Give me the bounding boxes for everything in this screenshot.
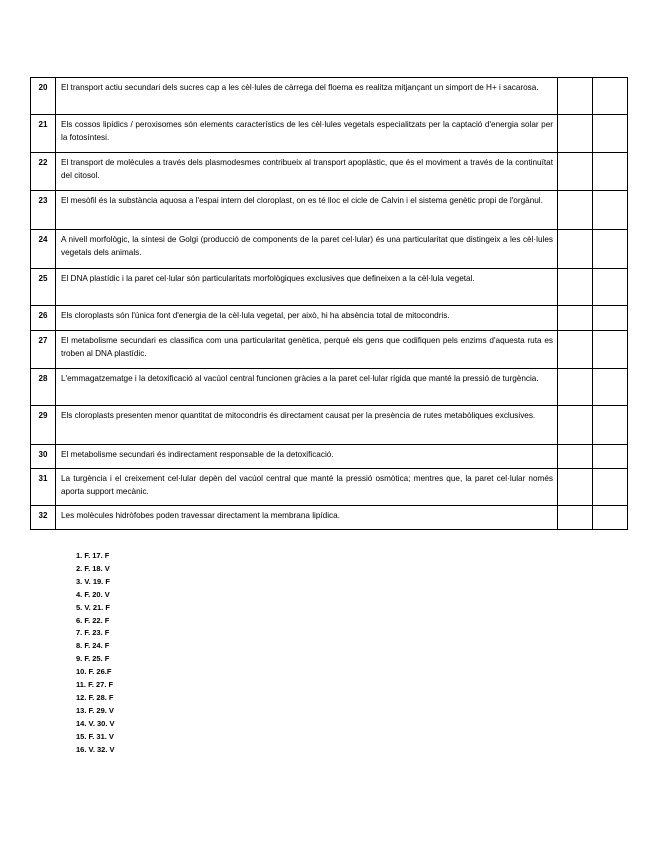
question-text: Els cossos lipídics / peroxisomes són elements característics de les cèl·lules vegetals especialitzats per la captació d'energia solar per la fotosíntesi. (56, 115, 558, 153)
answer-box-true[interactable] (558, 230, 593, 269)
answer-box-true[interactable] (558, 369, 593, 406)
table-row (31, 153, 628, 191)
question-number: 22 (31, 153, 56, 191)
question-text: El DNA plastídic i la paret cel·lular són particularitats morfològiques exclusives que defineixen a la cèl·lula vegetal. (56, 269, 558, 306)
question-number: 31 (31, 469, 56, 506)
answer-box-false[interactable] (593, 191, 628, 230)
question-number: 30 (31, 445, 56, 469)
answer-key-list (76, 550, 115, 757)
answer-key-item: 16. V. 32. V (76, 744, 115, 754)
answer-box-false[interactable] (593, 269, 628, 306)
question-text: Les molècules hidròfobes poden travessar directament la membrana lipídica. (56, 506, 558, 530)
answer-key-item: 1. F. 17. F (76, 551, 110, 560)
question-text: La turgència i el creixement cel·lular depèn del vacúol central que manté la pressió osmòtica; mentres que, la paret cel·lular només aporta support mecànic. (56, 469, 558, 506)
answer-box-false[interactable] (593, 230, 628, 269)
question-number: 28 (31, 369, 56, 406)
answer-box-false[interactable] (593, 369, 628, 406)
table-row (31, 78, 628, 115)
question-text: El metabolisme secundari es classifica com una particularitat genètica, perquè els gens que codifiquen pels enzims d'aquesta ruta es troben al DNA plastídic. (56, 331, 558, 369)
table-row (31, 115, 628, 153)
questions-table (30, 77, 628, 530)
table-row (31, 306, 628, 331)
answer-key-item: 7. F. 23. F (76, 628, 110, 638)
question-text: El transport de molècules a través dels plasmodesmes contribueix al transport apoplàstic, que és el moviment a través de la continuïtat del citosol. (56, 153, 558, 191)
answer-key-item: 10. F. 26.F (76, 667, 112, 677)
table-row (31, 230, 628, 269)
answer-box-false[interactable] (593, 115, 628, 153)
question-number: 25 (31, 269, 56, 306)
answer-box-false[interactable] (593, 331, 628, 369)
answer-box-true[interactable] (558, 506, 593, 530)
answer-box-true[interactable] (558, 306, 593, 331)
answer-key-item: 14. V. 30. V (76, 718, 115, 728)
table-row (31, 331, 628, 369)
answer-key-item: 8. F. 24. F (76, 641, 110, 651)
answer-box-false[interactable] (593, 406, 628, 445)
table-row (31, 469, 628, 506)
question-text: Els cloroplasts presenten menor quantitat de mitocondris és directament causat per la presència de rutes metabòliques exclusives. (56, 406, 558, 445)
table-row (31, 269, 628, 306)
answer-box-true[interactable] (558, 191, 593, 230)
question-number: 32 (31, 506, 56, 530)
answer-key-item: 13. F. 29. V (76, 705, 114, 715)
answer-box-true[interactable] (558, 115, 593, 153)
answer-box-false[interactable] (593, 153, 628, 191)
answer-key-item: 6. F. 22. F (76, 615, 110, 625)
question-number: 26 (31, 306, 56, 331)
answer-box-true[interactable] (558, 445, 593, 469)
table-row (31, 506, 628, 530)
answer-box-false[interactable] (593, 506, 628, 530)
answer-key-item: 2. F. 18. V (76, 563, 110, 573)
answer-key-item: 11. F. 27. F (76, 680, 114, 690)
answer-key-item: 15. F. 31. V (76, 731, 114, 741)
table-row (31, 191, 628, 230)
question-number: 21 (31, 115, 56, 153)
question-number: 23 (31, 191, 56, 230)
table-row (31, 445, 628, 469)
answer-box-false[interactable] (593, 469, 628, 506)
answer-box-false[interactable] (593, 445, 628, 469)
question-text: El transport actiu secundari dels sucres cap a les cèl·lules de càrrega del floema es realitza mitjançant un simport de H+ i sacarosa. (56, 78, 558, 115)
question-text: El metabolisme secundari és indirectament responsable de la detoxificació. (56, 445, 558, 469)
question-text: L'emmagatzematge i la detoxificació al vacúol central funcionen gràcies a la paret cel·lular rígida que manté la pressió de turgència. (56, 369, 558, 406)
answer-box-true[interactable] (558, 331, 593, 369)
answer-box-false[interactable] (593, 78, 628, 115)
answer-box-true[interactable] (558, 406, 593, 445)
answer-key-item: 5. V. 21. F (76, 602, 110, 612)
question-number: 24 (31, 230, 56, 269)
question-number: 29 (31, 406, 56, 445)
answer-key-item: 12. F. 28. F (76, 692, 114, 702)
answer-box-true[interactable] (558, 269, 593, 306)
answer-key-item: 4. F. 20. V (76, 589, 110, 599)
question-text: El mesòfil és la substància aquosa a l'espai intern del cloroplast, on es té lloc el cicle de Calvin i el sistema genètic propi de l'orgànul. (56, 191, 558, 230)
question-text: A nivell morfològic, la síntesi de Golgi (producció de components de la paret cel·lular) és una particularitat que distingeix a les cèl·lules vegetals dels animals. (56, 230, 558, 269)
answer-box-true[interactable] (558, 78, 593, 115)
question-text: Els cloroplasts són l'única font d'energia de la cèl·lula vegetal, per això, hi ha absència total de mitocondris. (56, 306, 558, 331)
answer-key-item: 3. V. 19. F (76, 576, 110, 586)
question-number: 27 (31, 331, 56, 369)
answer-box-false[interactable] (593, 306, 628, 331)
answer-box-true[interactable] (558, 153, 593, 191)
table-row (31, 369, 628, 406)
answer-box-true[interactable] (558, 469, 593, 506)
question-number: 20 (31, 78, 56, 115)
table-row (31, 406, 628, 445)
answer-key-item: 9. F. 25. F (76, 654, 110, 664)
